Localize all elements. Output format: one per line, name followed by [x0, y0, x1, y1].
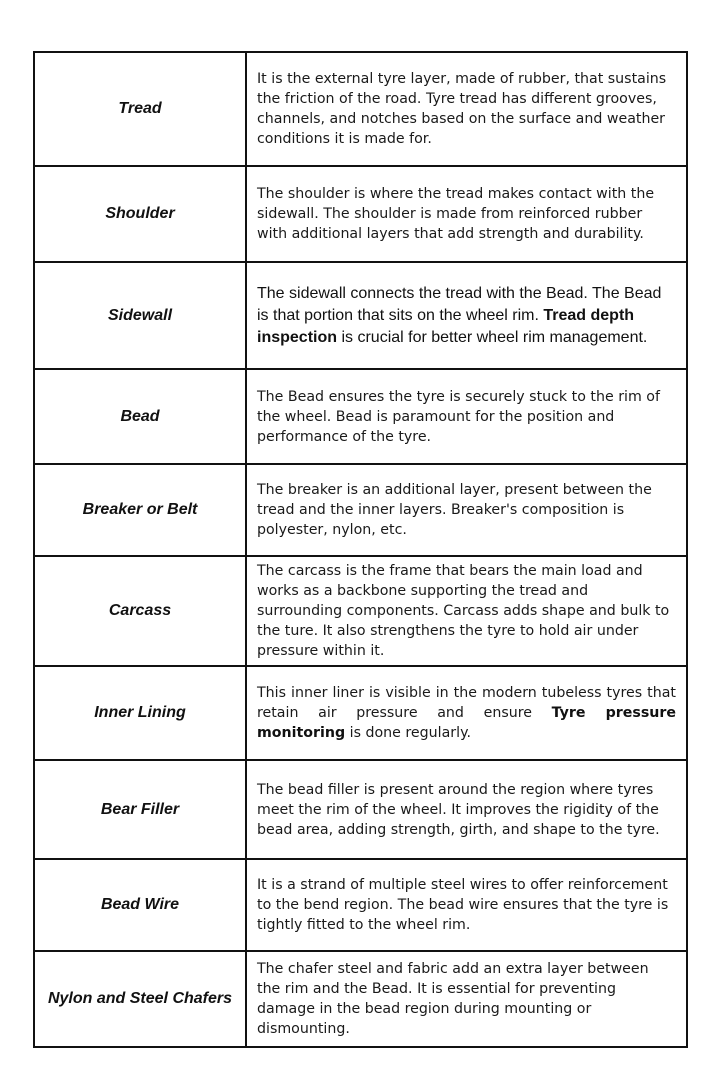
description-cell	[246, 760, 687, 859]
tyre-pressure-monitoring-link-text: Tyre pressure monitoring	[257, 705, 676, 741]
table-row	[34, 52, 687, 166]
description-cell	[246, 556, 687, 666]
term-cell: Tread	[34, 52, 246, 166]
table-row	[34, 166, 687, 262]
term-cell: Shoulder	[34, 166, 246, 262]
description-cell	[246, 262, 687, 369]
description-cell	[246, 666, 687, 760]
description-text: The carcass is the frame that bears the main load and works as a backbone supporting the tread and surrounding components. Carcass adds shape and bulk to the ture. It also strengthens the tyre to hold air under pressure within it.	[257, 563, 670, 659]
term-cell: Breaker or Belt	[34, 464, 246, 556]
description-text: The bead filler is present around the region where tyres meet the rim of the wheel. It improves the rigidity of the bead area, adding strength, girth, and shape to the tyre.	[257, 781, 660, 838]
description-text: The shoulder is where the tread makes contact with the sidewall. The shoulder is made from reinforced rubber with additional layers that add strength and durability.	[257, 186, 655, 242]
term-cell: Inner Lining	[34, 666, 246, 760]
term-cell: Bear Filler	[34, 760, 246, 859]
table-row	[34, 951, 687, 1047]
table-row	[34, 556, 687, 666]
term-cell: Carcass	[34, 556, 246, 666]
description-cell	[246, 464, 687, 556]
description-text: The breaker is an additional layer, present between the tread and the inner layers. Breaker's composition is polyester, nylon, etc.	[257, 482, 652, 538]
table-row	[34, 760, 687, 859]
tread-depth-inspection-link-text: Tread depth inspection	[257, 306, 635, 346]
term-cell: Bead Wire	[34, 859, 246, 951]
table-row	[34, 859, 687, 951]
table-row	[34, 666, 687, 760]
table-row	[34, 262, 687, 369]
tyre-parts-table	[33, 51, 688, 1048]
description-cell	[246, 951, 687, 1047]
description-text-tail: is crucial for better wheel rim management.	[337, 328, 648, 346]
term-cell: Nylon and Steel Chafers	[34, 951, 246, 1047]
description-text: The sidewall connects the tread with the Bead. The Bead is that portion that sits on the wheel rim.	[257, 284, 662, 324]
description-text: It is the external tyre layer, made of rubber, that sustains the friction of the road. Tyre tread has different grooves, channels, and notches based on the surface and weather conditions it is made for.	[257, 71, 667, 147]
description-cell	[246, 369, 687, 464]
description-text: The chafer steel and fabric add an extra layer between the rim and the Bead. It is essential for preventing damage in the bead region during mounting or dismounting.	[257, 961, 649, 1037]
description-text: This inner liner is visible in the modern tubeless tyres that retain air pressure and ensure	[257, 685, 676, 721]
description-cell	[246, 166, 687, 262]
term-cell: Sidewall	[34, 262, 246, 369]
table-row	[34, 369, 687, 464]
description-text: It is a strand of multiple steel wires to offer reinforcement to the bend region. The bead wire ensures that the tyre is tightly fitted to the wheel rim.	[257, 877, 669, 933]
description-cell	[246, 859, 687, 951]
description-cell	[246, 52, 687, 166]
table-row	[34, 464, 687, 556]
description-text: The Bead ensures the tyre is securely stuck to the rim of the wheel. Bead is paramount for the position and performance of the tyre.	[257, 388, 660, 445]
description-text-tail: is done regularly.	[345, 725, 471, 741]
term-cell: Bead	[34, 369, 246, 464]
